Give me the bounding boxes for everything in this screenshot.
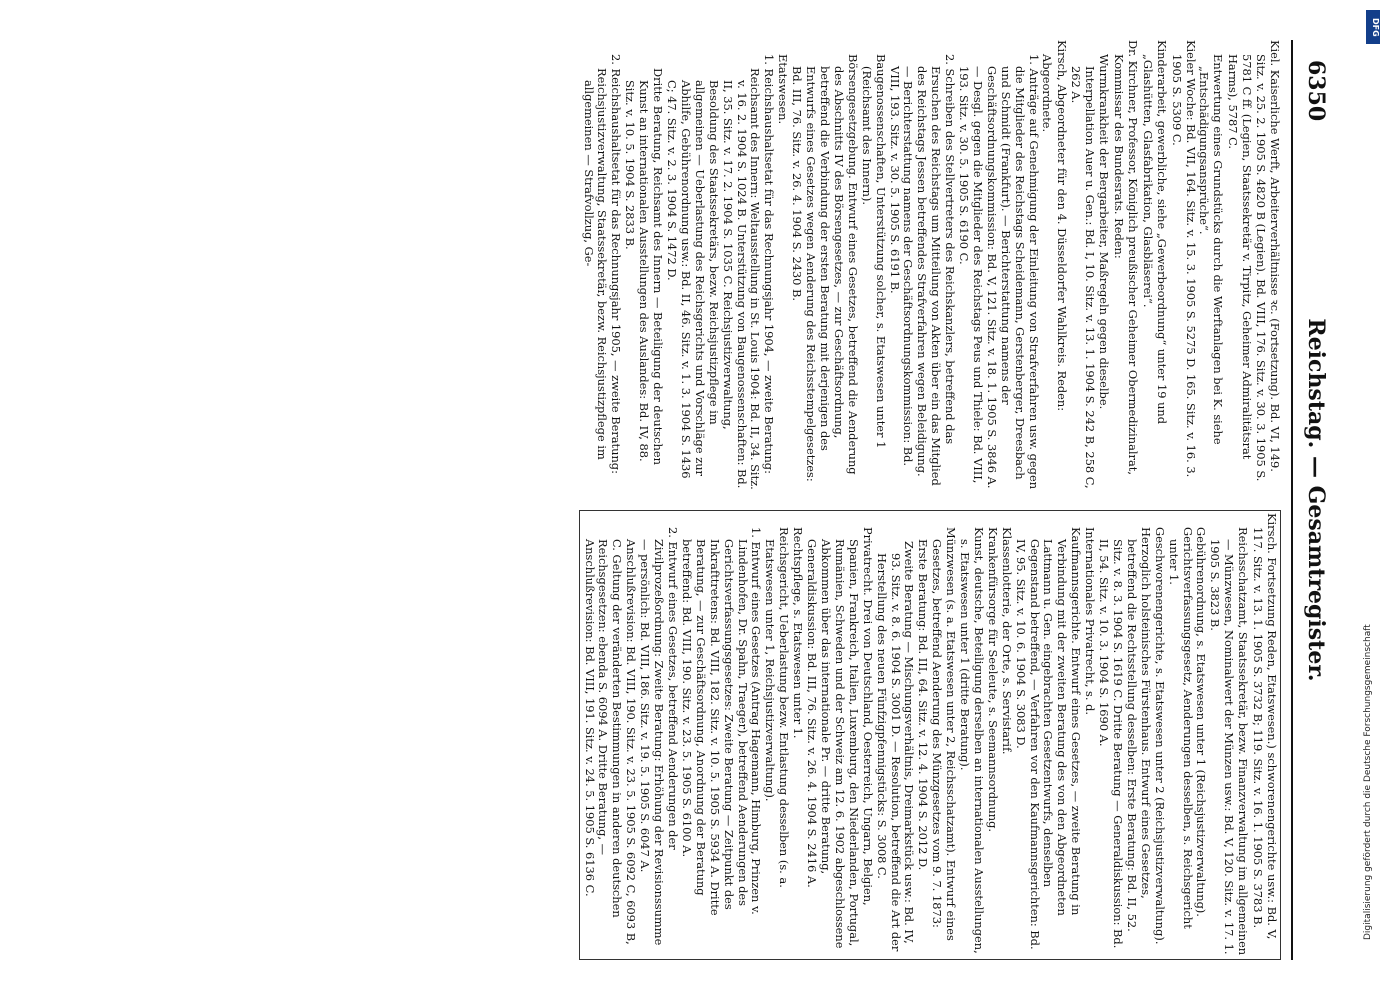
register-entry: 1. Entwurf eines Gesetzes (Antrag Hagemann, Himburg, Prinzen v. Lindenhofen, Dr. Spahn, Traeger), betreffend Aenderungen des Gerichtsverfassungsgesetzes: Zweite Beratung — Zeitpunkt des Inkrafttretens: Bd. VIII, 182. Sitz. v. 10. 5. 1905 S. 5934 A. Dritte Beratung, — zur Geschäftsordnung, Anordnung der Beratung betreffend: Bd. VIII, 190. Sitz. v. 23. 5. 1905 S. 6100 A. [679, 527, 764, 916]
right-column [61, 510, 1281, 960]
register-entry: Entwertung eines Grundstücks durch die Werftanlagen bei K. siehe „Entschädigungsansprüche“. [1197, 54, 1226, 445]
register-entry: Reichsamt des Innern: Weltausstellung in St. Louis 1904: Bd. II, 34. Sitz. v. 16. 2. 1904 S. 1024 B. Unterstützung von Baugenossenschaften: Bd. II, 35. Sitz. v. 17. 2. 1904 S. 1035 C. Reichsjustizverwaltung, Besoldung des Staatssekretärs, bezw. Reichsjustizpflege im allgemeinen — Ueberlastung des Reichsgerichts und Vorschläge zur Abhilfe, Gebührenordnung usw.: Bd. II, 46. Sitz. v. 1. 3. 1904 S. 1436 C; 47. Sitz. v. 2. 3. 1904 S. 1472 D. [665, 68, 763, 490]
register-entry: Reichsgericht, Ueberlastung bezw. Entlastung desselben (s. a. Etatswesen unter 1, Reichsjustizverwaltung). [763, 527, 792, 888]
right-column-box [579, 510, 1281, 960]
page-header [1291, 40, 1333, 960]
register-entry: Kiel. Kaiserliche Werft, Arbeiterverhältnisse ꝛc. (Fortsetzung). Bd. VI, 149. Sitz. v. 25. 2. 1905 S. 4820 B (Legien). Bd. VIII, 176. Sitz. v. 30. 3. 1905 S. 5781 C ff. (Legien, Staatssekretär v. Tirpitz, Geheimer Admiralitätsrat Harms), 5787 C. [1226, 40, 1282, 482]
register-entry: Herzoglich holsteinisches Fürstenhaus. Entwurf eines Gesetzes, betreffend die Rechtsstellung desselben: Erste Beratung: Bd. II, 52. Sitz. v. 8. 3. 1904 S. 1619 C. Dritte Beratung — Generaldiskussion: Bd. II, 54. Sitz. v. 10. 3. 1904 S. 1690 A. [1097, 527, 1153, 949]
register-entry: 1. Anträge auf Genehmigung der Einleitung von Strafverfahren usw. gegen die Mitglieder des Reichstags Scheidemann, Gerstenberger, Dreesbach und Schmidt (Frankfurt). — Berichterstattung namens der Geschäftsordnungskommission: Bd. V, 121. Sitz. v. 18. 1. 1905 S. 3846 A. — Desgl. gegen die Mitglieder des Reichstags Peus und Thiele: Bd. VIII, 193. Sitz. v. 30. 5. 1905 S. 6190 C. [957, 54, 1041, 490]
register-entry: 2. Reichshaushaltsetat für das Rechnungsjahr 1905, — zweite Beratung: [609, 54, 624, 474]
register-entry: Klassenlotterie, der Orte, s. Servistarif. [999, 527, 1014, 755]
register-entry: 2. Entwurf eines Gesetzes, betreffend Aenderungen der Zivilprozeßordnung: Zweite Beratung: Erhöhung der Revisionssumme — persönlich: Bd. VIII, 186. Sitz. v. 19. 5. 1905 S. 6047 A. Anschlußrevision: Bd. VIII, 190. Sitz. v. 23. 5. 1905 S. 6092 C, 6093 B, C. Geltung der veränderten Bestimmungen in anderen deutschen Reichsgesetzen: ebenda S. 6094 A. Dritte Beratung, — Anschlußrevision: Bd. VIII, 191. Sitz. v. 24. 5. 1905 S. 6136 C. [582, 527, 681, 946]
left-column [61, 40, 1281, 490]
register-entry: Privatrecht. Drei von Deutschland, Oesterreich, Ungarn, Belgien, Spanien, Frankreich, Italien, Luxemburg, den Niederlanden, Portugal, Rumänien, Schweden und der Schweiz am 12. 6. 1902 abgeschlossene Abkommen über das internationale Pr. — dritte Beratung, Generaldiskussion: Bd. III, 76. Sitz. v. 26. 4. 1904 S. 2416 A. [805, 527, 875, 949]
register-entry: Internationales Privatrecht, s. d. [1083, 527, 1098, 716]
register-entry: Kunst, deutsche, Beteiligung derselben an internationalen Ausstellungen, s. Etatswesen unter 1 (dritte Beratung). [958, 527, 986, 954]
register-entry: Geschworenengerichte, s. Etatswesen unter 2 (Reichsjustizverwaltung). [1152, 527, 1167, 945]
register-entry: Baugenossenschaften, Unterstützung solcher, s. Etatswesen unter 1 (Reichsamt des Innern). [859, 54, 888, 449]
page-title: Reichstag. — Gesamtregister. [1303, 318, 1329, 682]
register-entry: Dr. Kirchner, Professor, Königlich preußischer Geheimer Obermedizinalrat, Kommissar des Bundesrats. Reden: [1112, 40, 1140, 475]
register-entry: Rechtspflege, s. Etatswesen unter 1. [791, 527, 806, 739]
register-entry: Kinderarbeit, gewerbliche, siehe „Gewerbeordnung“ unter 19 und „Glashütten, Glasfabrikation, Glasbläserei“. [1140, 40, 1169, 425]
digitization-credit: Digitalisierung gefördert durch die Deutsche Forschungsgemeinschaft [1363, 624, 1373, 940]
dfg-logo: DFG [1366, 10, 1380, 44]
register-entry: Börsengesetzgebung. Entwurf eines Gesetzes, betreffend die Aenderung des Abschnitts IV des Börsengesetzes, — zur Geschäftsordnung, betreffend die Verbindung der ersten Beratung mit derjenigen des Entwurfs eines Gesetzes wegen Aenderung des Reichsstempelgesetzes: Bd. III, 76. Sitz. v. 26. 4. 1904 S. 2430 B. [790, 54, 860, 482]
register-entry: Gebührenordnung, s. Etatswesen unter 1 (Reichsjustizverwaltung). [1194, 527, 1209, 917]
register-entry: Wurmkrankheit der Bergarbeiter, Maßregeln gegen dieselbe. Interpellation Auer u. Gen.: Bd. I, 10. Sitz. v. 13. 1. 1904 S. 242 B, 258 C, 262 A. [1069, 54, 1112, 489]
register-entry: Krankenfürsorge für Seeleute, s. Seemannsordnung. [985, 527, 1000, 833]
register-entry: Gerichtsverfassungsgesetz, Aenderungen desselben, s. Reichsgericht unter 1. [1166, 527, 1195, 929]
register-entry: Abgeordnete. [1040, 54, 1055, 133]
page-number: 6350 [1303, 60, 1329, 122]
register-columns [61, 40, 1281, 960]
register-entry: Etatswesen. [776, 54, 791, 125]
register-entry: Kieler Woche: Bd. VII, 164. Sitz. v. 15. 3. 1905 S. 5275 D. 165. Sitz. v. 16. 3. 1905 S. 5309 C. [1169, 40, 1198, 478]
register-entry: Münzwesen (s. a. Etatswesen unter 2, Reichsschatzamt). Entwurf eines Gesetzes, betreffend Aenderung des Münzgesetzes vom 9. 7. 1873: Erste Beratung: Bd. III, 64. Sitz. v. 12. 4. 1904 S. 2012 D. [916, 527, 959, 941]
register-entry: Dritte Beratung, Reichsamt des Innern — Beteiligung der deutschen Kunst an internationalen Ausstellungen des Auslandes: Bd. IV, 88. Sitz. v. 10. 5. 1904 S. 2833 B. [623, 68, 666, 465]
register-entry: 2. Schreiben des Stellvertreters des Reichskanzlers, betreffend das Ersuchen des Reichstags um Mitteilung von Akten über ein das Mitglied des Reichstags Jessen betreffendes Strafverfahren wegen Beleidigung. — Berichterstattung namens der Geschäftsordnungskommission: Bd. VIII, 193. Sitz. v. 30. 5. 1905 S. 6191 B. [887, 54, 958, 486]
register-entry: Kaufmannsgerichte. Entwurf eines Gesetzes, — zweite Beratung in Verbindung mit der zweiten Beratung des von den Abgeordneten Lattmann u. Gen. eingebrachten Gesetzentwurfs, denselben Gegenstand betreffend, — Verfahren vor den Kaufmannsgerichten: Bd. IV, 95. Sitz. v. 10. 6. 1904 S. 3083 D. [1013, 527, 1084, 950]
register-entry: Reichsschatzamt, Staatssekretär, bezw. Finanzverwaltung im allgemeinen — Münzwesen, Nominalwert der Münzen usw.: Bd. V, 120. Sitz. v. 17. 1. 1905 S. 3823 B. [1208, 527, 1251, 956]
register-entry: Kirsch, Abgeordneter für den 4. Düsseldorfer Wahlkreis. Reden: [1055, 40, 1070, 412]
register-entry: Kirsch. Fortsetzung Reden, Etatswesen.) schworenengerichte usw.: Bd. V, 117. Sitz. v. 13. 1. 1905 S. 3732 B; 119. Sitz. v. 16. 1. 1905 S. 3783 B. [1251, 513, 1279, 940]
register-entry: Reichsjustizverwaltung, Staatssekretär, bezw. Reichsjustizpflege im allgemeinen — Strafvollzug, Ge- [581, 68, 610, 460]
register-entry: Zweite Beratung — Mischungsverhältnis, Dreimarkstück usw.: Bd. IV, 93. Sitz. v. 8. 6. 1904 S. 3001 D. — Resolution, betreffend die Art der Herstellung des neuen Fünfzigpfennigstücks: S. 3008 C. [874, 541, 917, 952]
register-entry: 1. Reichshaushaltsetat für das Rechnungsjahr 1904, — zweite Beratung: [762, 54, 777, 474]
